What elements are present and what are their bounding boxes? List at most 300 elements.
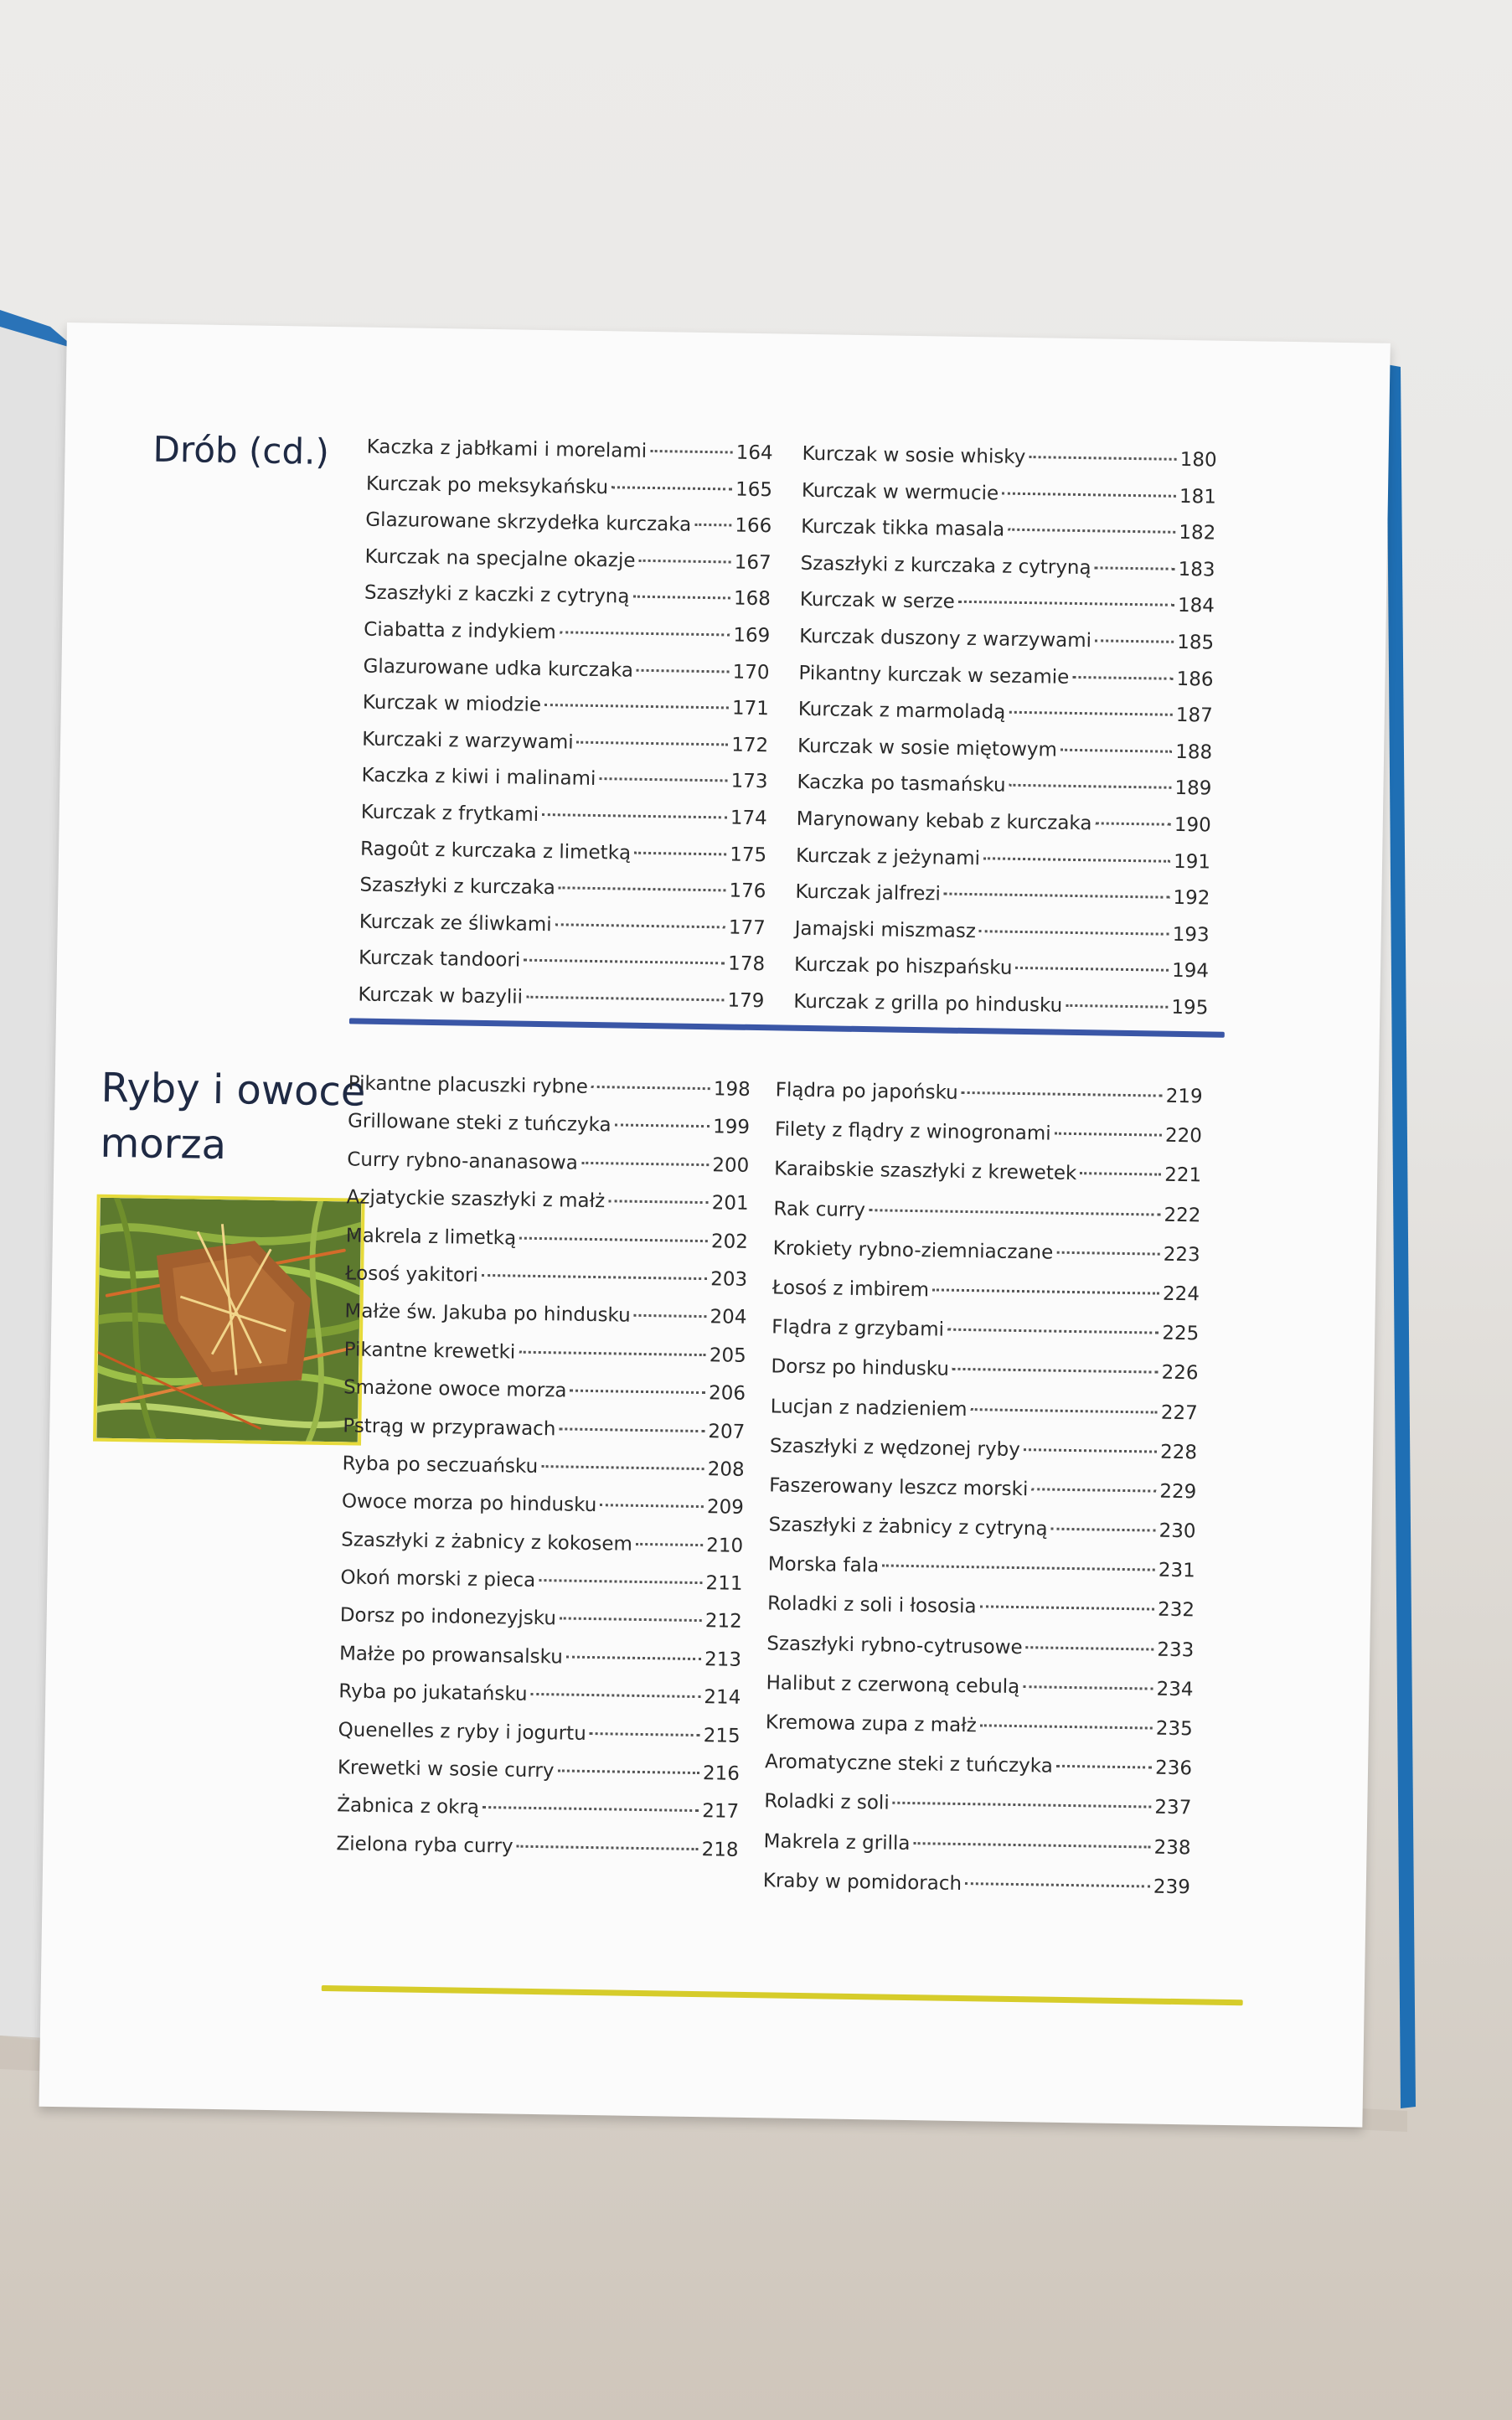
toc-entry-page-number: 166 (735, 514, 772, 538)
section-divider-yellow (322, 1985, 1243, 2005)
toc-entry-page-number: 203 (710, 1268, 748, 1291)
dot-leader (634, 851, 726, 855)
toc-entry-page-number: 238 (1153, 1836, 1191, 1859)
dot-leader (637, 668, 730, 673)
toc-entry-page-number: 187 (1175, 704, 1213, 727)
toc-entry-title: Filety z flądry z winogronami (774, 1118, 1051, 1145)
toc-entry-title: Flądra po japońsku (775, 1079, 958, 1104)
toc-entry-title: Jamajski miszmasz (794, 917, 977, 942)
toc-entry-page-number: 215 (703, 1724, 741, 1747)
toc-entry-title: Okoń morski z pieca (340, 1566, 536, 1592)
toc-entry (802, 443, 1217, 486)
dot-leader (638, 560, 730, 564)
toc-entry (797, 699, 1213, 741)
toc-entry (801, 516, 1216, 559)
toc-entry-title: Krokiety rybno-ziemniaczane (772, 1237, 1054, 1264)
toc-entry-title: Kurczak w sosie whisky (802, 442, 1026, 468)
toc-entry-title: Kurczak w serze (799, 589, 955, 614)
toc-entry-page-number: 207 (708, 1420, 746, 1443)
dot-leader (519, 1236, 708, 1242)
toc-entry (345, 1225, 748, 1269)
toc-entry (345, 1262, 748, 1307)
toc-entry-page-number: 239 (1153, 1876, 1191, 1899)
toc-entry (362, 692, 769, 735)
toc-column-drob-left (358, 436, 773, 1027)
toc-entry (799, 626, 1215, 668)
toc-entry-title: Szaszłyki z kurczaka (359, 874, 556, 900)
toc-entry (768, 1514, 1196, 1560)
toc-entry-title: Smażone owoce morza (343, 1376, 567, 1402)
toc-entry-title: Kremowa zupa z małż (765, 1711, 978, 1737)
dot-leader (566, 1655, 701, 1660)
dot-leader (1060, 748, 1172, 752)
dot-leader (615, 1124, 710, 1128)
toc-entry-page-number: 180 (1179, 448, 1217, 472)
toc-entry-title: Kurczak po hiszpańsku (793, 954, 1013, 980)
toc-entry-title: Kurczak po meksykańsku (365, 472, 609, 498)
dot-leader (634, 1314, 707, 1318)
toc-entry (773, 1198, 1201, 1244)
toc-entry-page-number: 206 (708, 1382, 746, 1406)
dot-leader (581, 1162, 710, 1166)
dot-leader (893, 1802, 1152, 1809)
toc-entry-page-number: 236 (1154, 1757, 1193, 1780)
toc-entry (360, 802, 767, 844)
toc-entry (364, 545, 771, 588)
toc-entry-title: Rak curry (773, 1197, 866, 1221)
toc-entry-title: Ciabatta z indykiem (364, 618, 556, 644)
toc-entry-title: Owoce morza po hindusku (341, 1490, 597, 1517)
toc-entry (771, 1356, 1199, 1402)
toc-entry (365, 509, 772, 552)
dot-leader (1095, 822, 1170, 825)
toc-entry-title: Kaczka po tasmańsku (797, 771, 1006, 797)
toc-entry-page-number: 217 (702, 1800, 740, 1824)
toc-entry (363, 655, 770, 698)
toc-entry (763, 1830, 1191, 1876)
toc-entry-page-number: 182 (1179, 522, 1216, 544)
section-title-drob: Drób (cd.) (152, 428, 330, 472)
toc-entry-page-number: 175 (730, 844, 767, 866)
dot-leader (947, 1329, 1159, 1334)
toc-entry (341, 1529, 744, 1573)
dot-leader (1008, 529, 1175, 534)
toc-entry (771, 1316, 1200, 1362)
toc-entry-title: Kurczak z grilla po hindusku (793, 990, 1063, 1017)
toc-entry-title: Szaszłyki z kurczaka z cytryną (800, 552, 1091, 580)
toc-entry-page-number: 225 (1162, 1322, 1200, 1345)
dot-leader (1002, 492, 1176, 497)
toc-entry-page-number: 193 (1172, 923, 1210, 947)
toc-entry-page-number: 219 (1165, 1085, 1203, 1108)
toc-entry-page-number: 233 (1157, 1638, 1195, 1661)
toc-entry-title: Pstrąg w przyprawach (343, 1414, 556, 1440)
toc-entry-page-number: 172 (731, 734, 769, 756)
toc-entry-page-number: 191 (1173, 850, 1211, 874)
toc-entry (364, 619, 771, 662)
toc-entry-title: Kurczak jalfrezi (795, 880, 942, 906)
toc-entry (337, 1757, 740, 1801)
toc-entry (794, 917, 1210, 960)
toc-entry-title: Kurczak z jeżynami (795, 844, 981, 869)
toc-entry-title: Kurczak tikka masala (801, 515, 1005, 541)
toc-entry-title: Kurczak tandoori (358, 947, 521, 972)
toc-entry-page-number: 230 (1159, 1520, 1196, 1543)
dot-leader (632, 596, 730, 600)
toc-entry-page-number: 234 (1156, 1678, 1194, 1701)
toc-entry-title: Lucjan z nadzieniem (770, 1395, 968, 1421)
toc-entry-page-number: 228 (1159, 1441, 1198, 1464)
dot-leader (980, 1724, 1153, 1729)
toc-entry-title: Marynowany kebab z kurczaka (796, 808, 1092, 835)
toc-entry-page-number: 201 (711, 1192, 749, 1215)
toc-entry-title: Kurczak z marmoladą (797, 698, 1006, 724)
toc-entry (339, 1605, 742, 1649)
dot-leader (1009, 711, 1173, 716)
toc-entry (774, 1158, 1202, 1205)
toc-column-drob-right (793, 443, 1217, 1034)
toc-entry-title: Kurczaki z warzywami (362, 728, 574, 754)
toc-entry-page-number: 165 (735, 478, 773, 501)
toc-entry (366, 472, 773, 515)
toc-entry-title: Flądra z grzybami (771, 1316, 945, 1341)
toc-entry-page-number: 211 (705, 1572, 743, 1595)
toc-entry-title: Kraby w pomidorach (762, 1870, 962, 1895)
dot-leader (600, 1504, 704, 1508)
toc-entry-page-number: 190 (1174, 813, 1211, 837)
toc-entry-title: Szaszłyki z żabnicy z kokosem (341, 1529, 633, 1556)
dot-leader (1055, 1133, 1162, 1137)
toc-entry-title: Łosoś yakitori (345, 1262, 479, 1287)
section-title-ryby: Ryby i owoce morza (100, 1064, 366, 1169)
toc-entry-title: Małże św. Jakuba po hindusku (344, 1300, 631, 1328)
dot-leader (1009, 784, 1172, 789)
toc-entry-page-number: 188 (1175, 740, 1213, 764)
dot-leader (555, 923, 725, 928)
dot-leader (958, 601, 1174, 606)
toc-entry (341, 1491, 744, 1535)
dot-leader (882, 1565, 1155, 1571)
toc-entry (359, 875, 766, 917)
toc-entry-page-number: 189 (1174, 777, 1212, 800)
dot-leader (965, 1882, 1150, 1887)
toc-entry-title: Pikantne krewetki (343, 1339, 516, 1364)
toc-entry (336, 1833, 739, 1877)
toc-entry-page-number: 226 (1161, 1361, 1199, 1385)
toc-entry (796, 844, 1211, 887)
toc-entry (339, 1643, 742, 1687)
toc-entry (359, 947, 766, 990)
dot-leader (932, 1288, 1159, 1294)
fish-dish-photo (93, 1195, 365, 1446)
dot-leader (944, 893, 1170, 899)
toc-entry-page-number: 212 (704, 1610, 742, 1633)
toc-entry-title: Kurczak ze śliwkami (359, 911, 552, 936)
toc-entry-title: Kurczak na specjalne okazje (364, 545, 636, 572)
toc-entry (340, 1566, 743, 1611)
dot-leader (544, 704, 729, 709)
toc-entry (343, 1339, 746, 1383)
dot-leader (980, 1606, 1155, 1611)
toc-entry (346, 1187, 749, 1231)
toc-entry-page-number: 208 (707, 1458, 745, 1481)
toc-entry-title: Kurczak z frytkami (360, 801, 539, 826)
dot-leader (1023, 1685, 1153, 1690)
toc-entry (799, 589, 1215, 632)
dot-leader (913, 1842, 1150, 1848)
toc-entry (337, 1795, 740, 1840)
dot-leader (517, 1845, 699, 1850)
dot-leader (612, 486, 732, 490)
toc-entry (770, 1396, 1198, 1442)
toc-entry-title: Makrela z grilla (763, 1829, 911, 1855)
toc-entry-page-number: 232 (1157, 1599, 1195, 1622)
toc-entry-page-number: 164 (735, 441, 773, 465)
toc-entry-page-number: 222 (1164, 1204, 1201, 1226)
toc-entry (338, 1681, 741, 1726)
dot-leader (650, 450, 733, 454)
toc-entry-title: Quenelles z ryby i jogurtu (338, 1718, 586, 1745)
toc-entry-title: Glazurowane skrzydełka kurczaka (365, 508, 692, 536)
toc-entry-page-number: 185 (1177, 631, 1215, 654)
dot-leader (1051, 1528, 1156, 1532)
toc-entry-title: Makrela z limetką (345, 1224, 517, 1250)
dot-leader (971, 1408, 1158, 1414)
toc-entry-title: Roladki z soli i łososia (766, 1592, 977, 1618)
toc-entry-title: Dorsz po hindusku (771, 1355, 950, 1381)
toc-entry (348, 1072, 751, 1117)
toc-entry (764, 1791, 1192, 1837)
toc-entry (796, 808, 1211, 851)
toc-entry-title: Curry rybno-ananasowa (347, 1148, 579, 1174)
toc-entry-title: Pikantne placuszki rybne (348, 1072, 589, 1098)
toc-entry (800, 553, 1215, 596)
toc-entry-title: Kurczak w bazylii (358, 983, 524, 1009)
dot-leader (608, 1200, 709, 1204)
dot-leader (482, 1274, 707, 1280)
toc-entry (797, 771, 1212, 814)
toc-entry-title: Dorsz po indonezyjsku (339, 1604, 557, 1630)
toc-entry (767, 1554, 1195, 1600)
toc-entry (343, 1415, 746, 1459)
dot-leader (869, 1209, 1161, 1215)
toc-entry-page-number: 220 (1164, 1124, 1203, 1148)
dot-leader (519, 1350, 706, 1356)
toc-entry-title: Kaczka z kiwi i malinami (361, 764, 596, 791)
toc-entry-page-number: 184 (1177, 595, 1215, 617)
toc-entry-title: Żabnica z okrą (337, 1794, 480, 1819)
dot-leader (541, 1465, 704, 1470)
toc-entry (769, 1474, 1197, 1520)
toc-entry-page-number: 209 (706, 1496, 745, 1520)
toc-entry-title: Szaszłyki z żabnicy z cytryną (768, 1514, 1048, 1540)
toc-entry (762, 1870, 1190, 1916)
dot-leader (559, 886, 726, 891)
toc-entry-title: Karaibskie szaszłyki z krewetek (774, 1158, 1077, 1185)
toc-entry-page-number: 179 (727, 989, 765, 1013)
toc-entry (343, 1376, 746, 1421)
toc-entry-page-number: 210 (706, 1534, 744, 1557)
toc-entry-page-number: 181 (1179, 485, 1217, 508)
dot-leader (1015, 967, 1169, 972)
toc-entry (801, 479, 1216, 522)
toc-entry-page-number: 202 (710, 1230, 749, 1253)
toc-entry (361, 765, 768, 808)
toc-entry (359, 911, 766, 953)
toc-entry-title: Faszerowany leszcz morski (769, 1474, 1029, 1501)
toc-entry (338, 1719, 741, 1763)
toc-entry-title: Grillowane steki z tuńczyka (347, 1110, 612, 1137)
toc-entry (342, 1453, 745, 1497)
toc-entry (360, 838, 767, 880)
toc-entry-page-number: 223 (1163, 1243, 1200, 1267)
dot-leader (962, 1091, 1163, 1097)
toc-entry (770, 1435, 1198, 1481)
toc-entry-page-number: 167 (734, 551, 771, 575)
dot-leader (482, 1806, 699, 1812)
toc-entry-title: Kaczka z jabłkami i morelami (366, 436, 648, 462)
dot-leader (979, 930, 1169, 936)
toc-entry-page-number: 235 (1155, 1717, 1193, 1741)
dot-leader (590, 1732, 700, 1736)
toc-entry-title: Ryba po jukatańsku (338, 1680, 528, 1706)
toc-entry (765, 1751, 1193, 1797)
toc-entry-page-number: 183 (1178, 558, 1215, 581)
toc-entry-title: Kurczak w sosie miętowym (797, 735, 1058, 761)
toc-entry (364, 582, 771, 625)
toc-entry-page-number: 218 (701, 1838, 739, 1861)
toc-entry-page-number: 169 (733, 624, 771, 648)
toc-entry-page-number: 199 (712, 1116, 751, 1139)
toc-entry-page-number: 205 (709, 1344, 746, 1367)
toc-entry-title: Małże po prowansalsku (338, 1643, 563, 1669)
dot-leader (599, 777, 727, 782)
dot-leader (1056, 1765, 1152, 1769)
dot-leader (1024, 1448, 1157, 1453)
dot-leader (560, 1618, 702, 1623)
toc-entry (774, 1119, 1202, 1165)
toc-entry-page-number: 200 (712, 1154, 750, 1177)
table-of-contents-page (39, 322, 1391, 2128)
toc-entry-page-number: 198 (713, 1078, 751, 1101)
toc-entry (348, 1111, 751, 1155)
toc-entry-page-number: 227 (1160, 1401, 1198, 1424)
dot-leader (591, 1086, 710, 1090)
toc-entry-title: Krewetki w sosie curry (337, 1757, 555, 1783)
toc-entry (794, 954, 1210, 997)
toc-entry-page-number: 229 (1159, 1480, 1197, 1504)
toc-entry-page-number: 224 (1162, 1282, 1200, 1306)
toc-entry-title: Kurczak w miodzie (362, 691, 542, 717)
dot-leader (557, 1769, 699, 1774)
toc-entry-page-number: 221 (1164, 1164, 1202, 1187)
dot-leader (1056, 1251, 1160, 1255)
dot-leader (1066, 1004, 1168, 1009)
toc-entry (767, 1593, 1195, 1639)
toc-entry-page-number: 192 (1173, 886, 1210, 910)
toc-entry-page-number: 213 (704, 1649, 742, 1671)
toc-entry-page-number: 194 (1171, 960, 1210, 983)
dot-leader (539, 1579, 702, 1584)
dot-leader (530, 1693, 700, 1698)
toc-entry-page-number: 174 (730, 807, 768, 830)
dot-leader (1029, 456, 1176, 461)
toc-entry-page-number: 170 (732, 661, 770, 684)
toc-entry-title: Glazurowane udka kurczaka (363, 655, 634, 682)
dot-leader (1072, 675, 1173, 679)
toc-entry-page-number: 176 (729, 880, 766, 903)
toc-entry-page-number: 214 (704, 1686, 741, 1710)
dot-leader (560, 631, 730, 636)
toc-entry-title: Kurczak w wermucie (801, 479, 999, 505)
toc-entry (775, 1079, 1203, 1125)
toc-entry (798, 662, 1214, 704)
toc-entry-title: Pikantny kurczak w sezamie (798, 662, 1070, 689)
dot-leader (526, 996, 725, 1002)
toc-entry-title: Kurczak duszony z warzywami (799, 625, 1092, 653)
toc-column-ryby-right (762, 1079, 1203, 1916)
dot-leader (1026, 1646, 1154, 1650)
book-cover-right (1386, 364, 1416, 2108)
dot-leader (1095, 566, 1175, 570)
toc-entry (795, 881, 1210, 924)
toc-entry-title: Ragoût z kurczaka z limetką (359, 838, 632, 864)
toc-entry-page-number: 216 (702, 1762, 741, 1785)
toc-entry-title: Łosoś z imbirem (771, 1277, 930, 1302)
toc-entry-title: Szaszłyki z kaczki z cytryną (364, 581, 630, 608)
toc-entry-page-number: 195 (1171, 996, 1209, 1019)
toc-entry-page-number: 168 (733, 587, 771, 611)
toc-entry-title: Szaszłyki z wędzonej ryby (769, 1435, 1021, 1461)
toc-entry-title: Aromatyczne steki z tuńczyka (764, 1751, 1053, 1778)
dot-leader (636, 1543, 703, 1546)
dot-leader (559, 1427, 704, 1432)
toc-entry (766, 1672, 1194, 1718)
toc-entry-page-number: 177 (728, 916, 766, 939)
toc-entry-page-number: 204 (710, 1306, 747, 1329)
toc-entry (772, 1237, 1200, 1283)
toc-entry (366, 436, 773, 479)
dot-leader (577, 740, 729, 746)
toc-entry-title: Zielona ryba curry (336, 1833, 513, 1858)
dot-leader (952, 1368, 1159, 1374)
toc-entry-page-number: 186 (1176, 668, 1214, 691)
toc-entry (766, 1633, 1195, 1679)
toc-entry-title: Szaszłyki rybno-cytrusowe (766, 1632, 1023, 1659)
dot-leader (983, 857, 1170, 863)
toc-entry-title: Morska fala (767, 1553, 880, 1577)
toc-entry (765, 1711, 1193, 1757)
dot-leader (524, 959, 725, 965)
toc-entry (771, 1277, 1200, 1323)
toc-entry (344, 1301, 747, 1345)
dot-leader (542, 813, 727, 818)
toc-entry (797, 735, 1213, 778)
dot-leader (694, 524, 731, 527)
toc-entry-page-number: 178 (727, 952, 766, 976)
toc-entry-page-number: 173 (730, 770, 768, 793)
dot-leader (1095, 639, 1174, 642)
toc-entry-page-number: 237 (1154, 1796, 1192, 1819)
toc-entry (347, 1148, 750, 1193)
toc-entry-title: Roladki z soli (764, 1790, 890, 1815)
toc-entry (362, 728, 769, 771)
dot-leader (570, 1390, 705, 1395)
toc-entry-title: Halibut z czerwoną cebulą (766, 1672, 1020, 1698)
dot-leader (1031, 1488, 1156, 1492)
toc-entry-page-number: 231 (1158, 1559, 1195, 1582)
toc-entry-title: Azjatyckie szaszłyki z małż (346, 1186, 606, 1213)
